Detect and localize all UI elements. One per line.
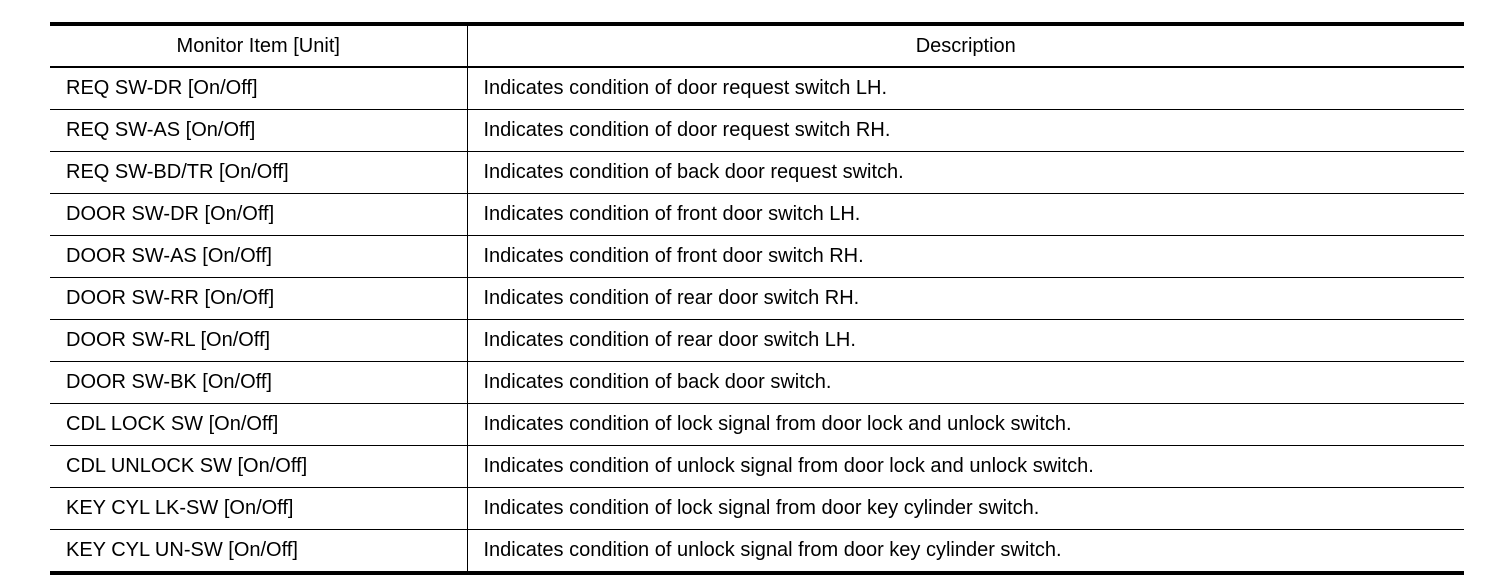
monitor-item-cell: DOOR SW-AS [On/Off] [50,236,467,278]
table-row [50,67,1464,110]
description-cell: Indicates condition of lock signal from door lock and unlock switch. [467,404,1464,446]
table-row [50,320,1464,362]
monitor-item-table [50,22,1464,575]
monitor-item-cell: KEY CYL LK-SW [On/Off] [50,488,467,530]
table-row [50,404,1464,446]
description-cell: Indicates condition of door request switch RH. [467,110,1464,152]
description-cell: Indicates condition of rear door switch RH. [467,278,1464,320]
table-row [50,236,1464,278]
description-cell: Indicates condition of door request switch LH. [467,67,1464,110]
table-row [50,194,1464,236]
header-row [50,24,1464,67]
header-description: Description [467,24,1464,67]
monitor-item-cell: KEY CYL UN-SW [On/Off] [50,530,467,574]
monitor-item-cell: CDL UNLOCK SW [On/Off] [50,446,467,488]
table-row [50,152,1464,194]
monitor-item-cell: REQ SW-AS [On/Off] [50,110,467,152]
description-cell: Indicates condition of unlock signal from door key cylinder switch. [483,539,1062,561]
description-cell: Indicates condition of front door switch LH. [467,194,1464,236]
table-row [50,488,1464,530]
monitor-item-cell: CDL LOCK SW [On/Off] [50,404,467,446]
table-row [50,110,1464,152]
monitor-item-cell: DOOR SW-DR [On/Off] [50,194,467,236]
description-cell: Indicates condition of back door switch. [467,362,1464,404]
header-monitor-item: Monitor Item [Unit] [50,24,467,67]
monitor-item-cell: DOOR SW-BK [On/Off] [50,362,467,404]
description-cell: Indicates condition of back door request switch. [467,152,1464,194]
table-row [50,362,1464,404]
table-row [50,446,1464,488]
description-cell: Indicates condition of rear door switch LH. [467,320,1464,362]
description-cell: Indicates condition of unlock signal from door lock and unlock switch. [467,446,1464,488]
description-cell: Indicates condition of front door switch RH. [467,236,1464,278]
table-body [50,67,1464,573]
table-row [50,530,1464,574]
monitor-item-cell: DOOR SW-RR [On/Off] [50,278,467,320]
description-cell: Indicates condition of lock signal from door key cylinder switch. [467,488,1464,530]
table-header [50,24,1464,67]
monitor-item-cell: REQ SW-DR [On/Off] [50,67,467,110]
monitor-item-cell: REQ SW-BD/TR [On/Off] [50,152,467,194]
table-row [50,278,1464,320]
monitor-item-cell: DOOR SW-RL [On/Off] [50,320,467,362]
